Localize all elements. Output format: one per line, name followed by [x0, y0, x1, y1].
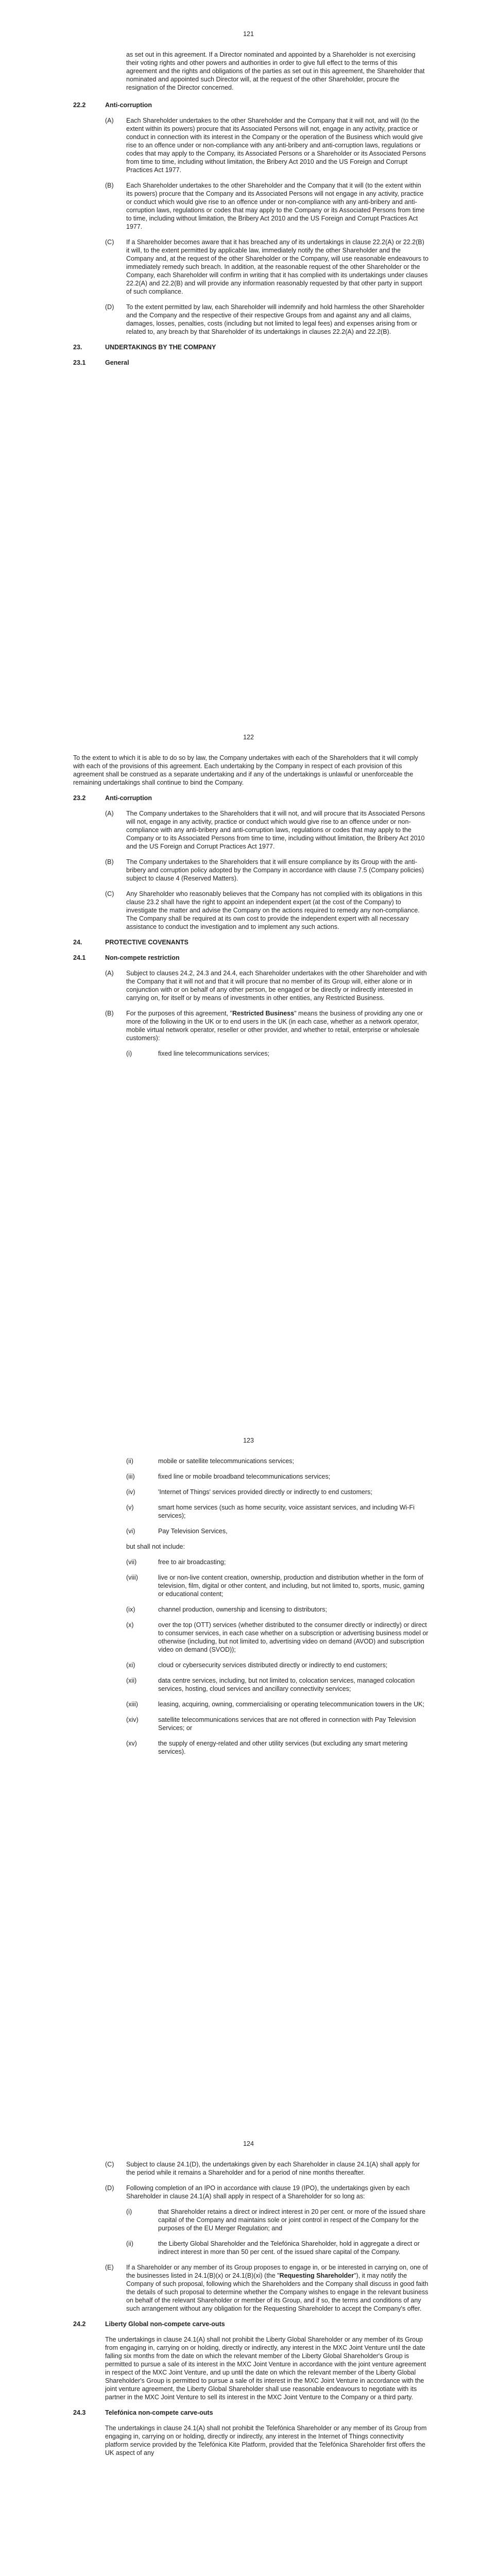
section-number: 23.	[73, 344, 82, 351]
section-heading-24-3	[73, 2409, 429, 2417]
page-121	[0, 0, 497, 703]
sub-clause-label: (xii)	[126, 1677, 137, 1684]
section-body: The undertakings in clause 24.1(A) shall not prohibit the Telefónica Shareholder or any member of its Group from engaging in, carrying on or holding, directly or indirectly, any interest in the Internet of Things connectivity platform service provided by the Telefónica Kite Platform, provided that the Telefónica Shareholder first offers the UK aspect of any	[105, 2425, 427, 2456]
text-fragment: For the purposes of this agreement, "	[126, 1010, 232, 1017]
clause-label: (C)	[105, 2161, 114, 2168]
clause-label: (A)	[105, 117, 114, 124]
sub-clause-text: data centre services, including, but not limited to, colocation services, managed colocation services, hosting, cloud services and ancillary connectivity services;	[158, 1677, 415, 1692]
clause-23-2-a	[73, 809, 429, 851]
sub-clause-text: channel production, ownership and licensing to distributors;	[158, 1606, 327, 1613]
sub-clause-text: the supply of energy-related and other utility services (but excluding any smart metering services).	[158, 1740, 408, 1755]
section-heading-24-2	[73, 2320, 429, 2328]
section-heading-23-1	[73, 359, 429, 367]
section-number: 24.3	[73, 2409, 86, 2416]
section-number: 24.2	[73, 2320, 86, 2328]
sub-clause-xiv	[73, 1716, 429, 1732]
text-fragment: If a Shareholder or any member of its Group proposes to engage in, or be interested in carrying on, one of the businesses listed in 24.1(B)(x) or 24.1(B)(xi) (the "	[126, 2264, 428, 2279]
clause-label: (B)	[105, 1010, 114, 1017]
section-title: Anti-corruption	[105, 794, 152, 802]
section-title: General	[105, 359, 129, 366]
clause-label: (D)	[105, 303, 114, 311]
sub-clause-label: (vii)	[126, 1558, 137, 1566]
clause-label: (C)	[105, 239, 114, 246]
clause-22-2-b	[73, 181, 429, 231]
clause-label: (B)	[105, 858, 114, 866]
sub-clause-label: (xi)	[126, 1662, 135, 1669]
clause-label: (C)	[105, 890, 114, 897]
section-number: 24.1	[73, 954, 86, 961]
clause-22-2-c	[73, 238, 429, 296]
clause-23-2-b	[73, 858, 429, 883]
page-number: 124	[243, 2140, 254, 2147]
clause-text	[126, 1009, 429, 1042]
sub-clause-text: the Liberty Global Shareholder and the Telefónica Shareholder, hold in aggregate a direct or indirect interest in more than 50 per cent. of the issued share capital of the Company.	[158, 2240, 420, 2256]
page-122	[0, 703, 497, 1406]
clause-text: Each Shareholder undertakes to the other Shareholder and the Company that it will (to the extent within its powers) procure that the Company and its Associated Persons will not engage in any activity, practice or conduct which would give rise to an offence under or non-compliance with any anti-bribery and anti-corruption laws, regulations or codes that may apply to the Company or its Associated Persons from time to time, including without limitation, the Bribery Act 2010 and the US Foreign and Corrupt Practices Act 1977.	[126, 182, 425, 230]
sub-clause-text: leasing, acquiring, owning, commercialising or operating telecommunication towers in the UK;	[158, 1701, 424, 1708]
sub-clause-label: (vi)	[126, 1528, 135, 1535]
clause-text: The Company undertakes to the Shareholders that it will not, and will procure that its Associated Persons will not, engage in any activity, practice or conduct which would give rise to an offence under or non-compliance with any anti-bribery and anti-corruption laws, regulations or codes that may apply to the Company or to its Associated Persons from time to time, including without limitation, the Bribery Act 2010 and the US Foreign and Corrupt Practices Act 1977.	[126, 810, 425, 850]
clause-24-1-d	[73, 2184, 429, 2200]
page-content	[73, 754, 429, 1065]
sub-clause-label: (ii)	[126, 2240, 133, 2247]
section-title: Telefónica non-compete carve-outs	[105, 2409, 213, 2416]
clause-24-1-e	[73, 2263, 429, 2313]
sub-clause-iii	[73, 1472, 429, 1481]
sub-clause-label: (iv)	[126, 1488, 135, 1496]
section-title: PROTECTIVE COVENANTS	[105, 939, 188, 946]
text-fragment: " means the business of providing any one or more of the following in the UK or to end users in the UK (in each case, whether as a network operator, mobile virtual network operator, reseller or other provider, and whether to retail, enterprise or wholesale customers):	[126, 1010, 423, 1042]
clause-text: Subject to clause 24.1(D), the undertakings given by each Shareholder in clause 24.1(A) shall apply for the period while it remains a Shareholder and for a period of nine months thereafter.	[126, 2161, 420, 2176]
clause-24-1-a	[73, 969, 429, 1002]
clause-text: Subject to clauses 24.2, 24.3 and 24.4, each Shareholder undertakes with the other Shareholder and with the Company that it will not and that it will procure that no member of its Group will, either alone or in conjunction with or on behalf of any other person, be engaged or be directly or indirectly interested in carrying on, for itself or by means of investments in other entities, any Restricted Business.	[126, 970, 427, 1002]
sub-clause-d-ii	[73, 2240, 429, 2256]
sub-clause-text: free to air broadcasting;	[158, 1558, 226, 1566]
sub-clause-label: (xiv)	[126, 1716, 139, 1723]
clause-text: To the extent permitted by law, each Shareholder will indemnify and hold harmless the other Shareholder and the Company and the respective of their respective Groups from and against any and all claims, damages, losses, penalties, costs (including but not limited to legal fees) and expenses arising from or related to, any breach by that Shareholder of its undertakings in clauses 22.2(A) and 22.2(B).	[126, 303, 424, 335]
text-fragment: "), it may notify the Company of such proposal, following which the Shareholders and the Company shall discuss in good faith the details of such proposal to determine whether the Company wishes to engage in the relevant business on behalf of the relevant Shareholder or member of its Group, and if so, the terms and conditions of any such arrangement without any obligation for the Requesting Shareholder to accept the Company's offer.	[126, 2272, 429, 2312]
sub-clause-xiii	[73, 1700, 429, 1708]
sub-clause-text: mobile or satellite telecommunications services;	[158, 1458, 294, 1465]
sub-clause-ix	[73, 1605, 429, 1614]
sub-clause-text: satellite telecommunications services that are not offered in connection with Pay Television Services; or	[158, 1716, 416, 1732]
clause-22-2-a	[73, 116, 429, 174]
sub-clause-i	[73, 1049, 429, 1058]
clause-text: If a Shareholder becomes aware that it has breached any of its undertakings in clause 22.2(A) or 22.2(B) it will, to the extent permitted by applicable law, immediately notify the other Shareholder and the Company and, at the request of the other Shareholder or the Company, will use reasonable endeavours to immediately remedy such breach. In addition, at the reasonable request of the other Shareholder or the Company, each Shareholder will confirm in writing that it has complied with its undertakings under clauses 22.2(A) and 22.2(B) and will provide any information reasonably requested by that other party in support of such compliance.	[126, 239, 429, 295]
page-123	[0, 1406, 497, 2110]
intro-paragraph: To the extent to which it is able to do so by law, the Company undertakes with each of the Shareholders that it will comply with each of the provisions of this agreement. Each undertaking by the Company in respect of each provision of this agreement shall be construed as a separate undertaking and if any of the undertakings is unlawful or unenforceable the remaining undertakings shall continue to bind the Company.	[73, 754, 418, 786]
sub-clause-label: (x)	[126, 1621, 134, 1629]
clause-label: (B)	[105, 182, 114, 189]
page-number: 121	[243, 30, 254, 38]
sub-clause-vii	[73, 1558, 429, 1566]
clause-text	[126, 2263, 429, 2313]
section-heading-22-2	[73, 101, 429, 109]
clause-label: (D)	[105, 2184, 114, 2192]
sub-clause-v	[73, 1503, 429, 1520]
clause-label: (A)	[105, 810, 114, 817]
sub-clause-xii	[73, 1676, 429, 1693]
sub-clause-viii	[73, 1573, 429, 1598]
section-body: The undertakings in clause 24.1(A) shall not prohibit the Liberty Global Shareholder or any member of its Group from engaging in, carrying on or holding, directly or indirectly, any interest in the MXC Joint Venture until the date falling six months from the date on which the relevant member of the Liberty Global Shareholder's Group is permitted to pursue a sale of its interest in the MXC Joint Venture in accordance with the joint venture agreement in respect of the MXC Joint Venture, and up until the date on which the relevant member of the Liberty Global Shareholder's Group is permitted to pursue a sale of its interest in the MXC Joint Venture in accordance with the joint venture agreement, the Liberty Global Shareholder shall use reasonable endeavours to negotiate with its partner in the MXC Joint Venture to sell its interest in the MXC Joint Venture to the Company or a third party.	[105, 2336, 426, 2401]
section-heading-24	[73, 938, 429, 946]
section-title: UNDERTAKINGS BY THE COMPANY	[105, 344, 216, 351]
sub-clause-label: (i)	[126, 1050, 132, 1057]
section-title: Non-compete restriction	[105, 954, 180, 961]
clause-text: Each Shareholder undertakes to the other Shareholder and the Company that it will not, and will (to the extent within its powers) procure that its Associated Persons will not, engage in any activity, practice or conduct in connection with its interest in the Company or the operation of the Business which would give rise to an offence under or non-compliance with any anti-bribery and anti-corruption laws, regulations or codes that may apply to the Company, its Associated Persons or a Shareholder or its Associated Persons from time to time, including without limitation, the Bribery Act 2010 and the US Foreign and Corrupt Practices Act 1977.	[126, 117, 426, 174]
section-number: 24.	[73, 939, 82, 946]
exclusion-intro: but shall not include:	[126, 1543, 185, 1550]
clause-text: Any Shareholder who reasonably believes that the Company has not complied with its obligations in this clause 23.2 shall have the right to appoint an independent expert (at the cost of the Company) to investigate the matter and advise the Company on the actions required to remedy any non-compliance. The Company shall be required at its own cost to provide the independent expert with all necessary assistance to conduct the investigation and to implement any such actions.	[126, 890, 422, 930]
page-content	[73, 50, 429, 374]
page-content	[73, 1457, 429, 1763]
sub-clause-text: fixed line telecommunications services;	[158, 1050, 270, 1057]
page-content	[73, 2160, 429, 2464]
section-number: 23.1	[73, 359, 86, 366]
sub-clause-ii	[73, 1457, 429, 1465]
sub-clause-text: Pay Television Services,	[158, 1528, 228, 1535]
sub-clause-label: (iii)	[126, 1473, 135, 1480]
sub-clause-text: fixed line or mobile broadband telecommunications services;	[158, 1473, 331, 1480]
section-title: Liberty Global non-compete carve-outs	[105, 2320, 225, 2328]
continuation-paragraph: as set out in this agreement. If a Director nominated and appointed by a Shareholder is not exercising their voting rights and other powers and authorities in order to give full effect to the terms of this agreement and the rights and obligations of the parties as set out in this agreement, the Shareholder that nominated and appointed such Director will, at the request of the other Shareholder, procure the resignation of the Director concerned.	[126, 51, 425, 91]
section-heading-24-1	[73, 954, 429, 962]
page-124	[0, 2110, 497, 2576]
sub-clause-vi	[73, 1527, 429, 1535]
clause-text: The Company undertakes to the Shareholders that it will ensure compliance by its Group with the anti-bribery and corruption policy adopted by the Company in accordance with clause 7.5 (Company policies) subject to clause 4 (Reserved Matters).	[126, 858, 424, 882]
sub-clause-xv	[73, 1739, 429, 1756]
sub-clause-text: smart home services (such as home security, voice assistant services, and including Wi-Fi services);	[158, 1504, 415, 1519]
clause-24-1-c	[73, 2160, 429, 2177]
clause-23-2-c	[73, 890, 429, 931]
page-number: 123	[243, 1437, 254, 1444]
section-heading-23	[73, 343, 429, 351]
sub-clause-text: cloud or cybersecurity services distributed directly or indirectly to end customers;	[158, 1662, 388, 1669]
sub-clause-text: live or non-live content creation, ownership, production and distribution whether in the form of television, film, digital or other content, and including, but not limited to, sports, music, gaming or educational content;	[158, 1574, 424, 1598]
sub-clause-xi	[73, 1661, 429, 1669]
sub-clause-label: (ii)	[126, 1458, 133, 1465]
sub-clause-label: (xiii)	[126, 1701, 138, 1708]
sub-clause-text: that Shareholder retains a direct or indirect interest in 20 per cent. or more of the issued share capital of the Company and maintains sole or joint control in respect of the Company for the purposes of the EU Merger Regulation; and	[158, 2208, 426, 2232]
section-title: Anti-corruption	[105, 101, 152, 109]
sub-clause-text: 'Internet of Things' services provided directly or indirectly to end customers;	[158, 1488, 372, 1496]
sub-clause-label: (i)	[126, 2208, 132, 2215]
defined-term: Restricted Business	[232, 1010, 295, 1017]
clause-22-2-d	[73, 303, 429, 336]
clause-label: (A)	[105, 970, 114, 977]
sub-clause-text: over the top (OTT) services (whether distributed to the consumer directly or indirectly) or direct to consumer services, in each case whether on a subscription or advertising business model or otherwise (including, but not limited to, advertising video on demand (AVOD) and subscription video on demand (SVOD));	[158, 1621, 429, 1653]
sub-clause-label: (viii)	[126, 1574, 138, 1581]
section-number: 22.2	[73, 101, 86, 109]
section-number: 23.2	[73, 794, 86, 802]
defined-term: Requesting Shareholder	[279, 2272, 354, 2279]
clause-text: Following completion of an IPO in accordance with clause 19 (IPO), the undertakings given by each Shareholder in clause 24.1(A) shall apply in respect of a Shareholder for so long as:	[126, 2184, 410, 2200]
section-heading-23-2	[73, 794, 429, 802]
sub-clause-label: (v)	[126, 1504, 134, 1511]
page-number: 122	[243, 734, 254, 741]
sub-clause-iv	[73, 1488, 429, 1496]
sub-clause-label: (ix)	[126, 1606, 135, 1613]
sub-clause-x	[73, 1621, 429, 1654]
clause-label: (E)	[105, 2264, 114, 2271]
sub-clause-d-i	[73, 2208, 429, 2232]
sub-clause-label: (xv)	[126, 1740, 137, 1747]
clause-24-1-b	[73, 1009, 429, 1042]
